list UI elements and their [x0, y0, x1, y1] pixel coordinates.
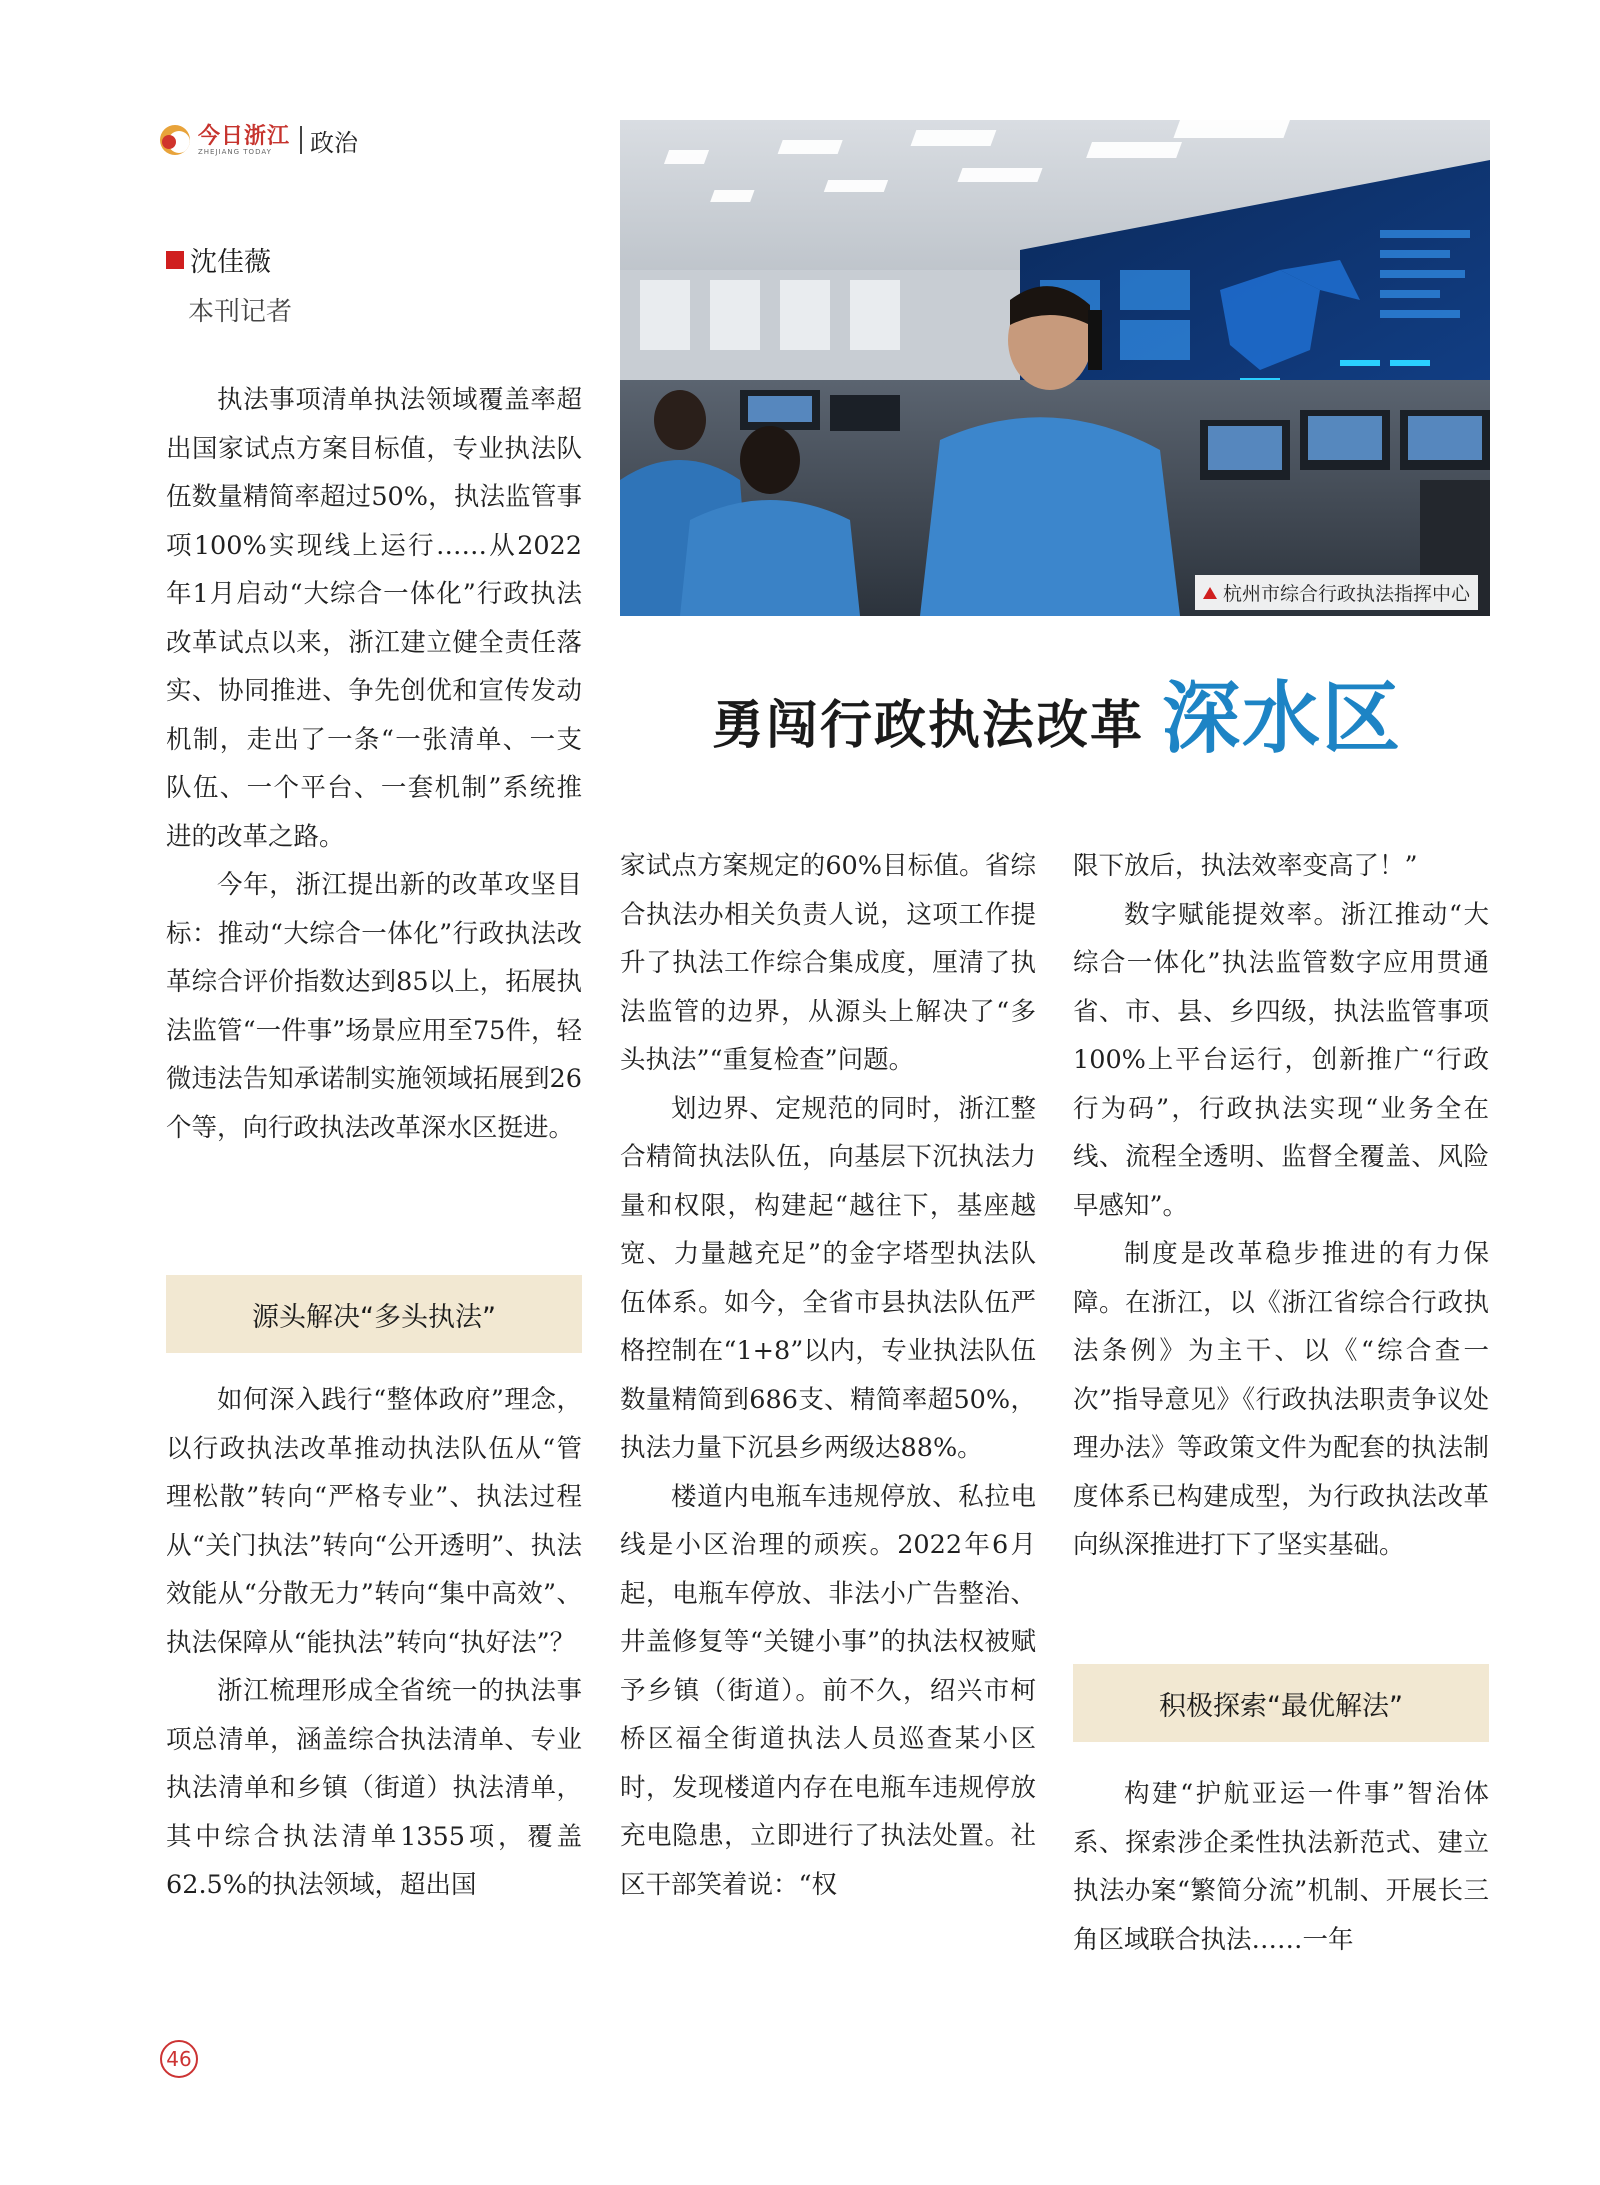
author-role: 本刊记者: [188, 297, 293, 327]
masthead: [160, 120, 358, 160]
photo-illustration: [620, 120, 1490, 616]
paragraph: 数字赋能提效率。浙江推动“大综合一体化”执法监管数字应用贯通省、市、县、乡四级，执法监管事项100%上平台运行，创新推广“行政行为码”，行政执法实现“业务全在线、流程全透明、监督全覆盖、风险早感知”。: [1073, 899, 1489, 1221]
subheading-2: 积极探索“最优解法”: [1073, 1664, 1489, 1742]
paragraph: 楼道内电瓶车违规停放、私拉电线是小区治理的顽疾。2022年6月起，电瓶车停放、非法小广告整治、井盖修复等“关键小事”的执法权被赋予乡镇（街道）。前不久，绍兴市柯桥区福全街道执法人员巡查某小区时，发现楼道内存在电瓶车违规停放充电隐患，立即进行了执法处置。社区干部笑着说：“权: [620, 1481, 1036, 1900]
logo-name: 今日浙江: [198, 122, 291, 149]
paragraph: 制度是改革稳步推进的有力保障。在浙江，以《浙江省综合行政执法条例》为主干、以《“综合查一次”指导意见》《行政执法职责争议处理办法》等政策文件为配套的执法制度体系已构建成型，为行政执法改革向纵深推进打下了坚实基础。: [1073, 1239, 1489, 1560]
logo-subtext: ZHEJIANG TODAY: [198, 147, 272, 156]
photo-caption: [1195, 575, 1478, 610]
subheading-1: 源头解决“多头执法”: [166, 1275, 582, 1353]
column-1-bottom: [166, 1376, 582, 1910]
title-accent: 深水区: [1162, 674, 1403, 764]
paragraph: 限下放后，执法效率变高了！”: [1073, 851, 1418, 881]
page-number: 46: [160, 2040, 198, 2078]
article-title: [712, 674, 1403, 764]
column-1-top: [166, 376, 582, 1152]
triangle-icon: [1203, 587, 1217, 599]
logo-text: [198, 122, 291, 156]
author-name: 沈佳薇: [190, 247, 271, 278]
paragraph: 执法事项清单执法领域覆盖率超出国家试点方案目标值，专业执法队伍数量精简率超过50%，执法监管事项100%实现线上运行……从2022年1月启动“大综合一体化”行政执法改革试点以来，浙江建立健全责任落实、协同推进、争先创优和宣传发动机制，走出了一条“一张清单、一支队伍、一个平台、一套机制”系统推进的改革之路。: [166, 385, 582, 852]
divider: [300, 126, 302, 154]
column-2: [620, 842, 1036, 1909]
author-row: [166, 240, 292, 279]
paragraph: 浙江梳理形成全省统一的执法事项总清单，涵盖综合执法清单、专业执法清单和乡镇（街道）执法清单，其中综合执法清单1355项，覆盖62.5%的执法领域，超出国: [166, 1676, 582, 1900]
paragraph: 构建“护航亚运一件事”智治体系、探索涉企柔性执法新范式、建立执法办案“繁简分流”机制、开展长三角区域联合执法……一年: [1073, 1779, 1489, 1955]
caption-text: 杭州市综合行政执法指挥中心: [1222, 583, 1470, 605]
section-label: 政治: [310, 128, 359, 157]
title-main: 勇闯行政执法改革: [712, 695, 1145, 756]
paragraph: 家试点方案规定的60%目标值。省综合执法办相关负责人说，这项工作提升了执法工作综合集成度，厘清了执法监管的边界，从源头上解决了“多头执法”“重复检查”问题。: [620, 851, 1036, 1075]
command-center-photo: [620, 120, 1490, 616]
column-3-bottom: [1073, 1770, 1489, 1964]
paragraph: 今年，浙江提出新的改革攻坚目标：推动“大综合一体化”行政执法改革综合评价指数达到85以上，拓展执法监管“一件事”场景应用至75件，轻微违法告知承诺制实施领域拓展到26个等，向行政执法改革深水区挺进。: [166, 870, 582, 1143]
paragraph: 如何深入践行“整体政府”理念，以行政执法改革推动执法队伍从“管理松散”转向“严格专业”、执法过程从“关门执法”转向“公开透明”、执法效能从“分散无力”转向“集中高效”、执法保障从“能执法”转向“执好法”？: [166, 1385, 582, 1658]
byline: [166, 240, 292, 328]
column-3-top: [1073, 842, 1489, 1570]
paragraph: 划边界、定规范的同时，浙江整合精简执法队伍，向基层下沉执法力量和权限，构建起“越往下，基座越宽、力量越充足”的金字塔型执法队伍体系。如今，全省市县执法队伍严格控制在“1+8”以内，专业执法队伍数量精简到686支、精简率超50%，执法力量下沉县乡两级达88%。: [620, 1093, 1036, 1463]
red-square-icon: [166, 251, 184, 269]
logo-icon: [160, 125, 190, 155]
